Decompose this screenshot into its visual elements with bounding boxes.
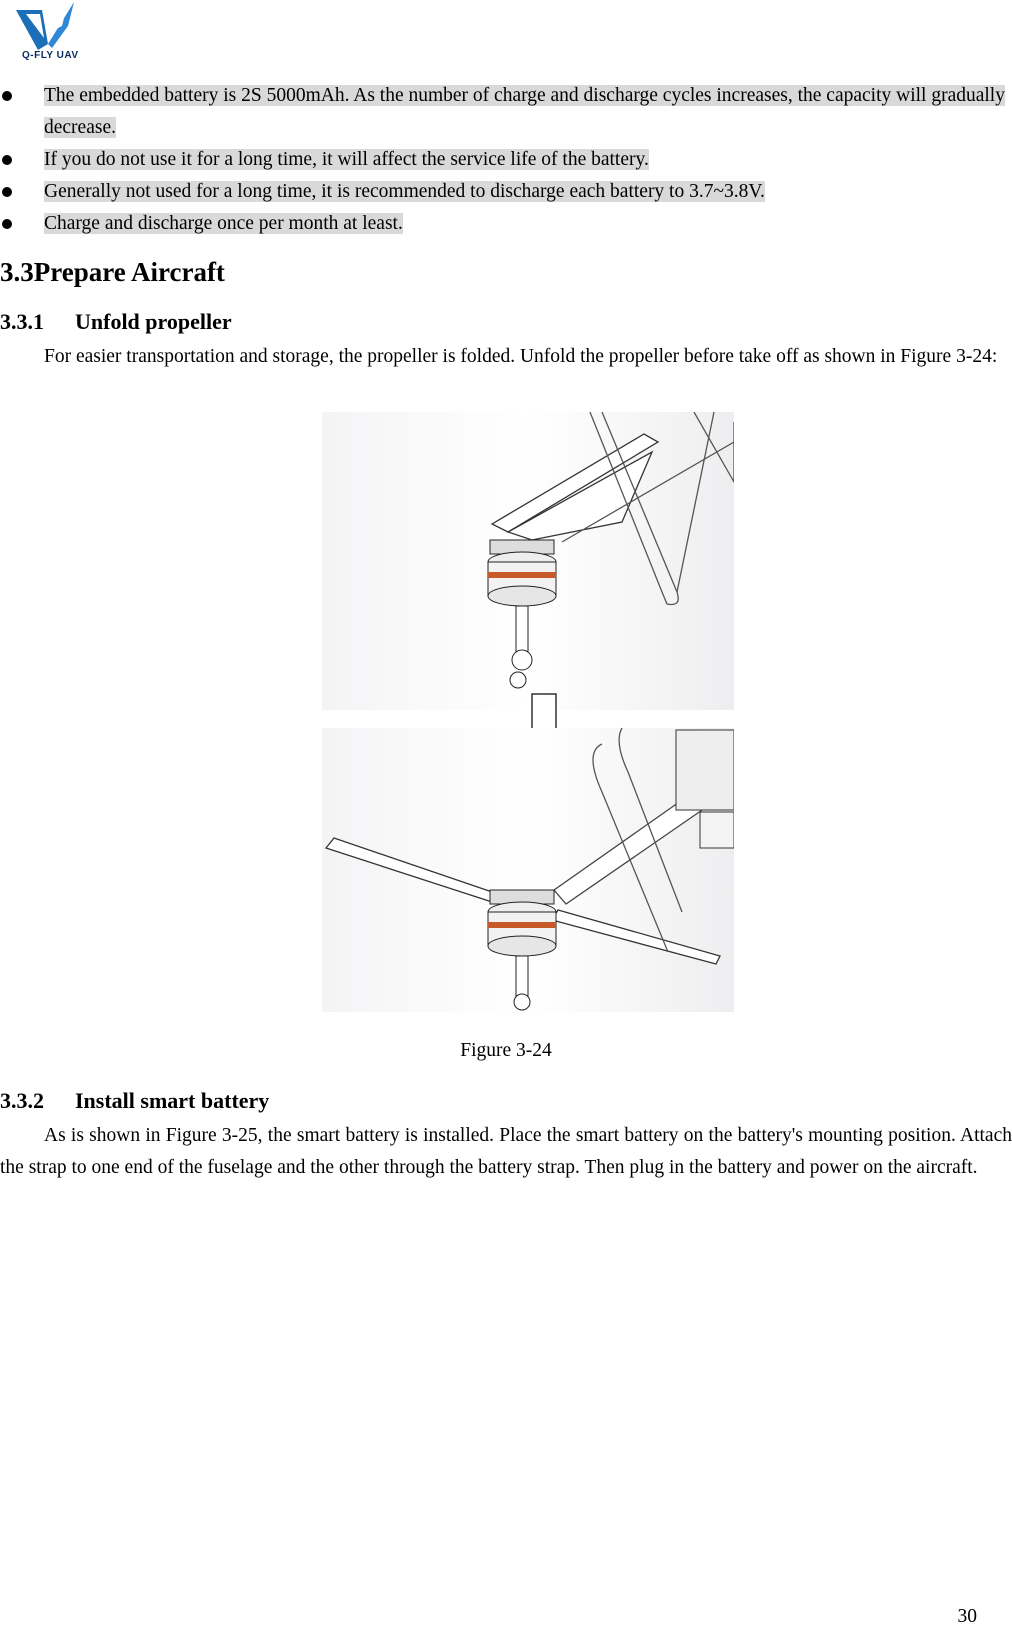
bullet-icon xyxy=(2,91,12,101)
subsection-heading-battery xyxy=(0,1088,269,1114)
section-title: 3.3Prepare Aircraft xyxy=(0,257,225,287)
page-number: 30 xyxy=(957,1606,977,1627)
figure-caption: Figure 3-24 xyxy=(460,1040,552,1061)
list-item xyxy=(0,80,1012,144)
propeller-unfold-figure xyxy=(322,412,734,1012)
list-item-text: If you do not use it for a long time, it will affect the service life of the battery. xyxy=(44,149,649,170)
bullet-icon xyxy=(2,155,12,165)
paragraph-text: As is shown in Figure 3-25, the smart battery is installed. Place the smart battery on the battery's mounting position. Attach the strap to one end of the fuselage and the other through the battery strap. Then plug in the battery and power on the aircraft. xyxy=(0,1125,1012,1178)
subsection-number: 3.3.2 xyxy=(0,1088,44,1113)
subsection-title: Unfold propeller xyxy=(75,309,232,334)
logo-text: Q-FLY UAV xyxy=(22,50,79,61)
paragraph-unfold xyxy=(0,341,1012,373)
bullet-icon xyxy=(2,219,12,229)
paragraph-text: For easier transportation and storage, the propeller is folded. Unfold the propeller before take off as shown in Figure 3-24: xyxy=(44,346,998,367)
subsection-title: Install smart battery xyxy=(75,1088,270,1113)
list-item-text: The embedded battery is 2S 5000mAh. As the number of charge and discharge cycles increases, the capacity will gradually decrease. xyxy=(44,85,1005,138)
list-item-text: Charge and discharge once per month at least. xyxy=(44,213,403,234)
list-item-text: Generally not used for a long time, it is recommended to discharge each battery to 3.7~3.8V. xyxy=(44,181,765,202)
bullet-icon xyxy=(2,187,12,197)
list-item xyxy=(0,208,1012,240)
subsection-heading-unfold xyxy=(0,309,232,335)
battery-notes-list xyxy=(0,80,1012,240)
list-item xyxy=(0,144,1012,176)
paragraph-battery xyxy=(0,1120,1012,1184)
subsection-number: 3.3.1 xyxy=(0,309,44,334)
list-item xyxy=(0,176,1012,208)
